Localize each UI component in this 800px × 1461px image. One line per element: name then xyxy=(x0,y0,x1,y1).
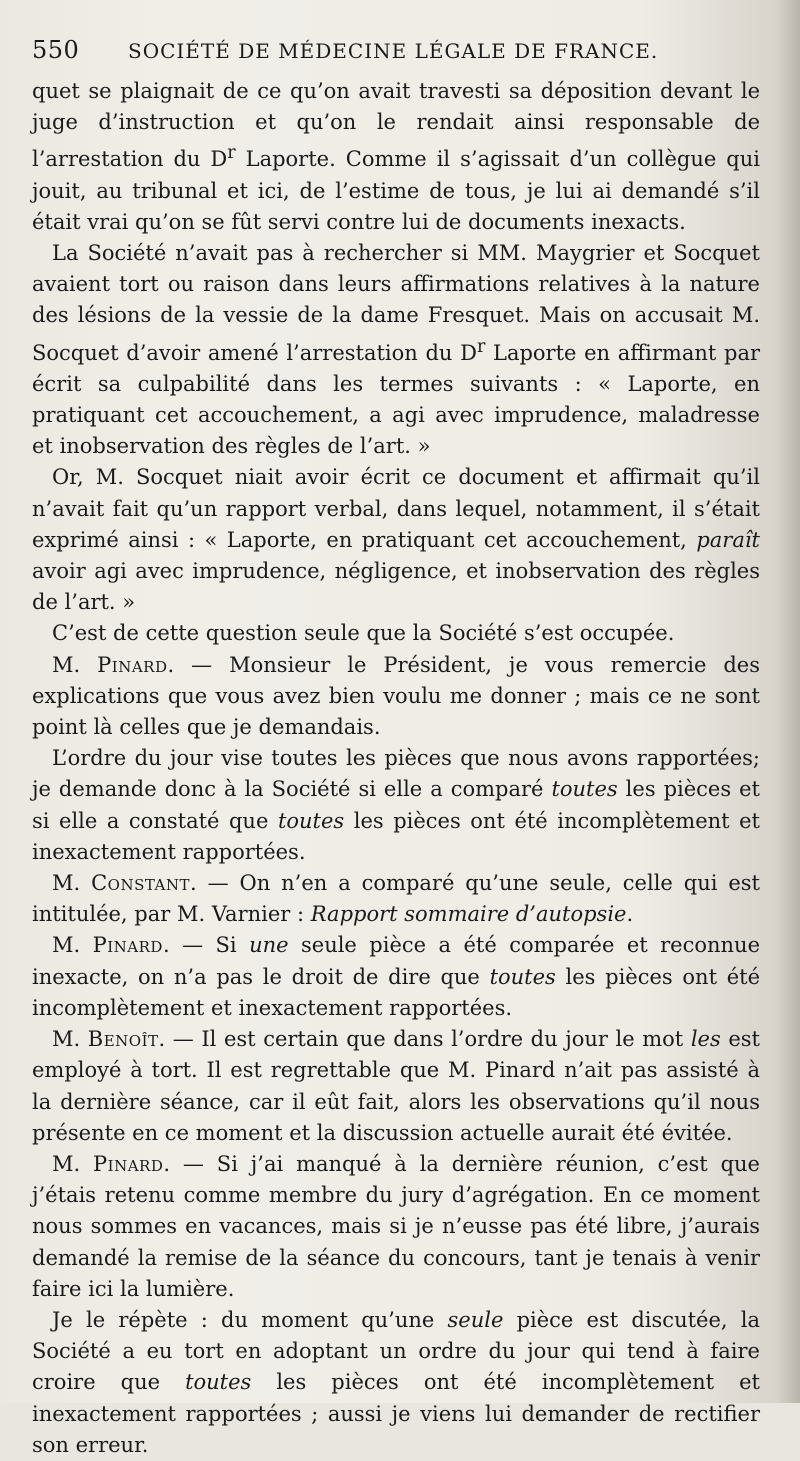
text-run: M. xyxy=(52,1151,94,1176)
italic-text: toutes xyxy=(551,777,618,802)
text-run: est employé à tort. Il est regrettable que M. Pinard n’ait pas assisté à la dernière séance, car il eût fait, alors les observations qu’il nous présente en ce moment et la discussion actuelle aurait été évitée. xyxy=(32,1027,760,1145)
text-run: . — On n’en a comparé qu’une seule, celle qui est intitulée, par M. Varnier : xyxy=(32,871,760,927)
text-run: C’est de cette question seule que la Société s’est occupée. xyxy=(52,621,675,646)
paragraph-p6 xyxy=(32,743,760,868)
text-run: M. xyxy=(52,871,92,896)
page-header xyxy=(32,36,760,76)
text-run: . — Si j’ai manqué à la dernière réunion, c’est que j’étais retenu comme membre du jury d’agrégation. En ce moment nous sommes en vacances, mais si je n’eusse pas été libre, j’aurais demandé la remise de la séance du concours, tant je tenais à venir faire ici la lumière. xyxy=(32,1151,760,1301)
text-run: M. xyxy=(52,652,98,677)
text-run: . xyxy=(626,902,634,927)
text-run: pièce est discutée, la Société a eu tort en adoptant un ordre du jour qui tend à faire croire que xyxy=(32,1307,760,1395)
text-run: les pièces ont été incomplètement et inexactement rapportées. xyxy=(32,964,760,1020)
body-text xyxy=(32,76,760,1461)
text-run: Or, M. Socquet niait avoir écrit ce document et affirmait qu’il n’avait fait qu’un rapport verbal, dans lequel, notamment, il s’était exprimé ainsi : « Laporte, en pratiquant cet accouchement, xyxy=(32,465,760,552)
speaker-name: Pinard xyxy=(93,1151,164,1176)
text-run: . — Il est certain que dans l’ordre du jour le mot xyxy=(158,1027,691,1052)
italic-text: Rapport sommaire d’autopsie xyxy=(310,902,627,927)
text-run: les pièces ont été incomplètement et inexactement rapportées ; aussi je viens lui demander de rectifier son erreur. xyxy=(32,1370,760,1457)
paragraph-p9 xyxy=(32,1024,760,1149)
text-run: seule pièce a été comparée et reconnue inexacte, on n’a pas le droit de dire que xyxy=(32,933,760,989)
text-run: Laporte. Comme il s’agissait d’un collègue qui jouit, au tribunal et ici, de l’estime de tous, je lui ai demandé s’il était vrai qu’on se fût servi contre lui de documents inexacts. xyxy=(32,147,760,234)
text-run: M. xyxy=(52,933,93,958)
text-run: Laporte en affirmant par écrit sa culpabilité dans les termes suivants : « Laporte, en pratiquant cet accouchement, a agi avec imprudence, maladresse et inobservation des règles de l’art. » xyxy=(32,340,760,459)
paragraph-p3 xyxy=(32,462,760,618)
text-run: avoir agi avec imprudence, négligence, et inobservation des règles de l’art. » xyxy=(32,559,760,615)
text-run: L’ordre du jour vise toutes les pièces que nous avons rapportées; je demande donc à la Société si elle a comparé xyxy=(32,746,760,802)
text-run: quet se plaignait de ce qu’on avait travesti sa déposition devant le juge d’instruction et qu’on le rendait ainsi responsable de l’arrestation du D xyxy=(32,79,760,172)
superscript: r xyxy=(227,143,236,164)
text-run: La Société n’avait pas à rechercher si MM. Maygrier et Socquet avaient tort ou raison dans leurs affirmations relatives à la nature des lésions de la vessie de la dame Fresquet. Mais on accusait M. Socquet d’avoir amené l’arrestation du D xyxy=(32,241,760,365)
italic-text: toutes xyxy=(185,1370,252,1395)
text-run: les pièces et si elle a constaté que xyxy=(32,777,760,833)
superscript: r xyxy=(476,336,486,357)
text-run: . — Si xyxy=(162,933,250,958)
text-run: . — Monsieur le Président, je vous remercie des explications que vous avez bien voulu me donner ; mais ce ne sont point là celles que je demandais. xyxy=(32,652,760,740)
speaker-name: Pinard xyxy=(97,652,168,677)
paragraph-p1 xyxy=(32,76,760,238)
page-number: 550 xyxy=(32,36,80,64)
italic-text: paraît xyxy=(696,527,760,552)
speaker-name: Pinard xyxy=(92,933,163,958)
italic-text: toutes xyxy=(489,964,556,989)
paragraph-p10 xyxy=(32,1149,760,1305)
italic-text: toutes xyxy=(277,808,345,833)
paragraph-p8 xyxy=(32,930,760,1024)
speaker-name: Constant xyxy=(91,871,191,896)
speaker-name: Benoît xyxy=(87,1027,159,1052)
italic-text: une xyxy=(249,933,289,958)
paragraph-p11 xyxy=(32,1305,760,1461)
paragraph-p7 xyxy=(32,868,760,930)
paragraph-p4 xyxy=(32,618,760,649)
running-title: SOCIÉTÉ DE MÉDECINE LÉGALE DE FRANCE. xyxy=(128,39,659,63)
italic-text: les xyxy=(690,1027,721,1052)
text-run: Je le répète : du moment qu’une xyxy=(52,1307,448,1332)
text-run: les pièces ont été incomplètement et inexactement rapportées. xyxy=(32,808,760,864)
paragraph-p2 xyxy=(32,238,760,462)
text-run: M. xyxy=(52,1027,88,1052)
italic-text: seule xyxy=(447,1307,504,1332)
paragraph-p5 xyxy=(32,650,760,744)
